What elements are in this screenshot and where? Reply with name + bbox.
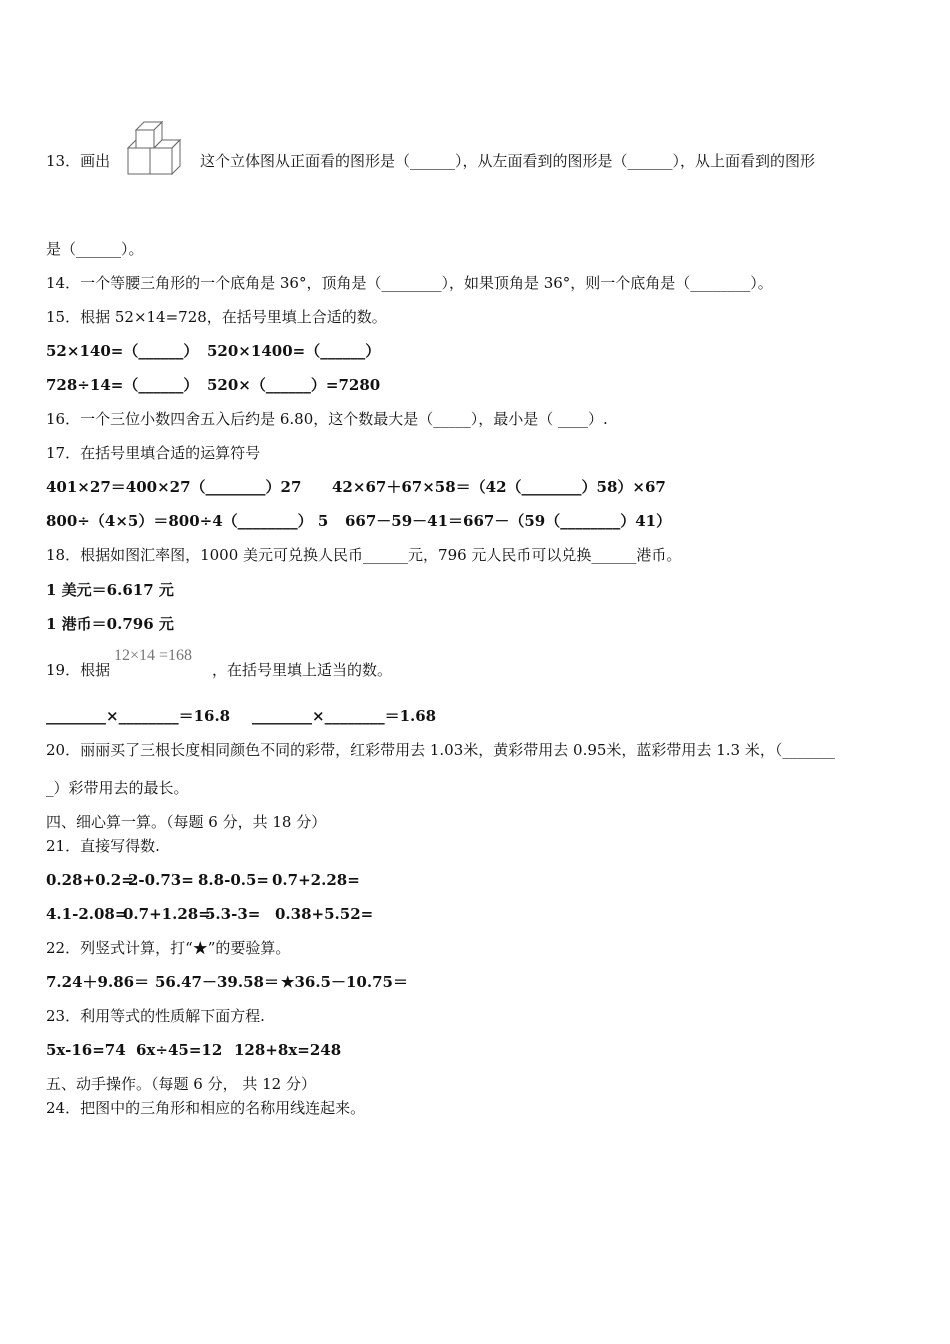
q21-r1-c: 8.8-0.5= xyxy=(198,871,269,889)
q17-r2-b: 667－59－41＝667－（59（________）41） xyxy=(345,512,672,530)
q18-title: 18．根据如图汇率图，1000 美元可兑换人民币______元，796 元人民币可以兑换______港币。 xyxy=(46,546,682,564)
q16: 16．一个三位小数四舍五入后约是 6.80，这个数最大是（_____），最小是（ ____）. xyxy=(46,410,608,428)
q22-title: 22．列竖式计算，打“★”的要验算。 xyxy=(46,939,291,957)
q13-line xyxy=(46,151,110,171)
q21-r2-d: 0.38+5.52= xyxy=(275,905,374,923)
q23-c: 128+8x=248 xyxy=(234,1041,342,1059)
q17-r1-b: 42×67＋67×58＝（42（________）58）×67 xyxy=(332,478,666,496)
q19-row-b: ________×________＝1.68 xyxy=(252,707,437,725)
q19-row-a: ________×________＝16.8 xyxy=(46,707,231,725)
q19-equation: 12×14 =168 xyxy=(114,647,193,664)
section5-heading: 五、动手操作。（每题 6 分， 共 12 分） xyxy=(46,1075,316,1093)
q13-cont: 是（______）。 xyxy=(46,240,144,258)
q15-title: 15．根据 52×14=728，在括号里填上合适的数。 xyxy=(46,308,387,326)
q21-r1-a: 0.28+0.2= xyxy=(46,871,134,889)
q19-suffix: ，在括号里填上适当的数。 xyxy=(212,661,393,679)
q22-a: 7.24＋9.86＝ xyxy=(46,973,150,991)
q21-row2 xyxy=(46,904,373,924)
q21-title: 21．直接写得数. xyxy=(46,837,160,855)
q23-row xyxy=(46,1040,341,1060)
q15-r1-a: 52×140=（______） xyxy=(46,342,199,360)
q22-c: ★36.5－10.75＝ xyxy=(281,973,408,991)
q22-row xyxy=(46,972,408,992)
q15-row1 xyxy=(46,341,380,361)
q23-title: 23．利用等式的性质解下面方程. xyxy=(46,1007,265,1025)
q15-r1-b: 520×1400=（______） xyxy=(207,342,381,360)
q23-b: 6x÷45=12 xyxy=(136,1041,223,1059)
q21-r1-b: 2-0.73= xyxy=(128,871,194,889)
q24: 24．把图中的三角形和相应的名称用线连起来。 xyxy=(46,1099,366,1117)
q23-a: 5x-16=74 xyxy=(46,1041,126,1059)
q18-rate1: 1 美元＝6.617 元 xyxy=(46,581,174,599)
q19-row xyxy=(46,706,436,726)
q21-row1 xyxy=(46,870,360,890)
q20-cont: _）彩带用去的最长。 xyxy=(46,779,189,797)
q19-prefix: 19．根据 xyxy=(46,661,111,679)
q17-row2 xyxy=(46,511,671,531)
q15-r2-b: 520×（______）=7280 xyxy=(207,376,381,394)
q21-r2-c: 5.3-3= xyxy=(205,905,261,923)
q18-rate2: 1 港币＝0.796 元 xyxy=(46,615,174,633)
q13-prefix: 13．画出 xyxy=(46,152,111,170)
q15-r2-a: 728÷14=（______） xyxy=(46,376,199,394)
q21-r2-a: 4.1-2.08= xyxy=(46,905,128,923)
cube-stack-figure xyxy=(124,118,186,184)
q20-text: 20．丽丽买了三根长度相同颜色不同的彩带，红彩带用去 1.03米，黄彩带用去 0.95米，蓝彩带用去 1.3 米，（_______ xyxy=(46,741,835,759)
q15-row2 xyxy=(46,375,380,395)
q17-r2-a: 800÷（4×5）＝800÷4（________） 5 xyxy=(46,512,329,530)
q21-r2-b: 0.7+1.28= xyxy=(123,905,211,923)
section4-heading: 四、细心算一算。（每题 6 分，共 18 分） xyxy=(46,813,327,831)
q14: 14．一个等腰三角形的一个底角是 36°，顶角是（________），如果顶角是 36°，则一个底角是（________）。 xyxy=(46,274,773,292)
q17-title: 17．在括号里填合适的运算符号 xyxy=(46,444,261,462)
q21-r1-d: 0.7+2.28= xyxy=(272,871,360,889)
q17-r1-a: 401×27＝400×27（________）27 xyxy=(46,478,302,496)
q17-row1 xyxy=(46,477,666,497)
q13-text: 这个立体图从正面看的图形是（______），从左面看到的图形是（______），从上面看到的图形 xyxy=(200,152,816,170)
q22-b: 56.47－39.58＝ xyxy=(155,973,279,991)
